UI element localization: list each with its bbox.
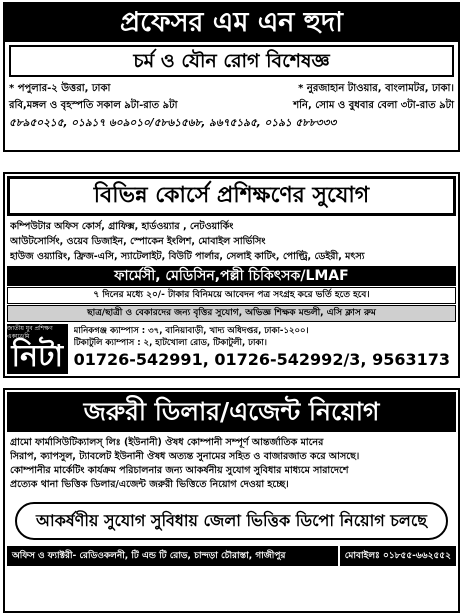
ad3-footer: [7, 546, 456, 566]
ad3-title: জরুরী ডিলার/এজেন্ট নিয়োগ: [7, 392, 456, 432]
ad1-chamber2-address: * নুরজাহান টাওয়ার, বাংলামটর, ঢাকা।: [298, 83, 454, 94]
ad3-body-line: গ্রামো ফার্মাসিউটিক্যালস্ লিঃ (ইউনানী) ঔষধ কোম্পানী সম্পূর্ণ আন্তর্জাতিক মানের: [10, 437, 324, 448]
ad2-campus1: মানিকগঞ্জ ক্যাম্পাস : ৩৭, বানিয়াবাড়ী, খাদ্য অধিদপ্তর, ঢাকা-১২০০।: [73, 326, 309, 336]
ad2-footer: [7, 324, 456, 374]
ad3-footer-address: অফিস ও ফ্যাক্টরী- রেডিওকলনী, টি এন্ড টি রোড, চান্দড়া চৌরাস্তা, গাজীপুর: [12, 551, 286, 561]
ad1-subtitle: চর্ম ও যৌন রোগ বিশেষজ্ঞ: [9, 45, 454, 77]
ad-professor-huda: [3, 2, 460, 152]
ad2-phones: 01726-542991, 01726-542992/3, 9563173: [73, 350, 450, 369]
ad2-pharmacy-strip: ফার্মেসী, মেডিসিন,পল্লী চিকিৎসক/LMAF: [7, 266, 456, 286]
ad1-time-row: [5, 97, 458, 114]
ad2-scholarship-notice: ছাত্র/ছাত্রী ও বেকারদের জন্য বৃত্তির সুযোগ, অভিজ্ঞ শিক্ষক মন্ডলী, এসি ক্লাস রুম: [7, 305, 456, 322]
ad1-title: প্রফেসর এম এন হুদা: [5, 4, 458, 42]
ad2-address-block: [68, 324, 456, 374]
ad2-title: বিভিন্ন কোর্সে প্রশিক্ষণের সুযোগ: [7, 176, 456, 216]
ad1-address-row: [5, 80, 458, 97]
ad2-course-line: হাউজ ওয়্যারিং, ফ্রিজ-এসি, স্যাটেলাইট, বিউটি পার্লার, সেলাই কাটিং, পোল্ট্রি, ডেইরী, মৎস্য: [10, 251, 365, 262]
ad1-chamber1-address: * পপুলার-২ উত্তরা, ঢাকা: [9, 83, 111, 94]
ad2-admission-notice: ৭ দিনের মধ্যে ২০/- টাকার বিনিময়ে আবেদন পত্র সংগ্রহ করে ভর্তি হতে হবে।: [7, 287, 456, 304]
ad3-body-line: প্রত্যেক থানা ভিত্তিক ডিলার/এজেন্ট জরুরী ভিত্তিতে নিয়োগ দেওয়া হচ্ছে।: [10, 479, 289, 490]
ad-course-training: [3, 172, 460, 378]
ad-dealer-recruitment: [3, 388, 460, 613]
logo-name: নিটা: [11, 339, 64, 374]
ad2-course-line: আউটসোর্সিং, ওয়েব ডিজাইন, স্পোকেন ইংলিশ, মোবাইল সার্ভিসিং: [10, 236, 266, 247]
ad2-course-list: [5, 218, 458, 265]
ad1-chamber1-time: রবি,মঙ্গল ও বৃহস্পতি সকাল ৯টা-রাত ৯টা: [9, 100, 178, 111]
ad3-body-line: সিরাপ, ক্যাপসুল, ট্যাবলেট ইউনানী ঔষধ অত্যন্ত সুনামের সহিত ও বাজারজাত করে আসছে।: [10, 451, 360, 462]
logo-tagline: জাতীয় যুব প্রশিক্ষণ একাডেমি: [7, 325, 53, 340]
ad2-course-line: কম্পিউটার অফিস কোর্স, গ্রাফিক্স, হার্ডওয়্যার , নেটওয়ার্কিং: [10, 221, 234, 232]
ad3-footer-mobile: মোবাইলঃ ০১৮৫৫-৬৬২৫৫২: [338, 546, 456, 566]
ad1-phones: ৫৮৯৫০২১৫, ০১৯১৭ ৬০৯০১০/৫৮৬১৫৬৮, ৯৬৭৫১৯৫, ০১৯১ ৫৮৮৩৩৩: [9, 117, 337, 129]
ad1-chamber2-time: শনি, সোম ও বুধবার বেলা ৩টা-রাত ৯টা: [293, 100, 454, 111]
ad3-body: [5, 434, 458, 494]
ad3-body-line: কোম্পানীর মার্কেটিং কার্যক্রম পরিচালনার জন্য আকর্ষনীয় সুযোগ সুবিধার মাধ্যমে সারাদেশে: [10, 465, 349, 476]
ad3-depot-pill: আকর্ষণীয় সুযোগ সুবিধায় জেলা ভিত্তিক ডিপো নিয়োগ চলছে: [15, 502, 448, 540]
ad2-campus2: টিকাটুলি ক্যাম্পাস : ২, হাটখোলা রোড, টিকাটুলী, ঢাকা।: [73, 338, 267, 348]
nita-logo: [7, 324, 68, 374]
